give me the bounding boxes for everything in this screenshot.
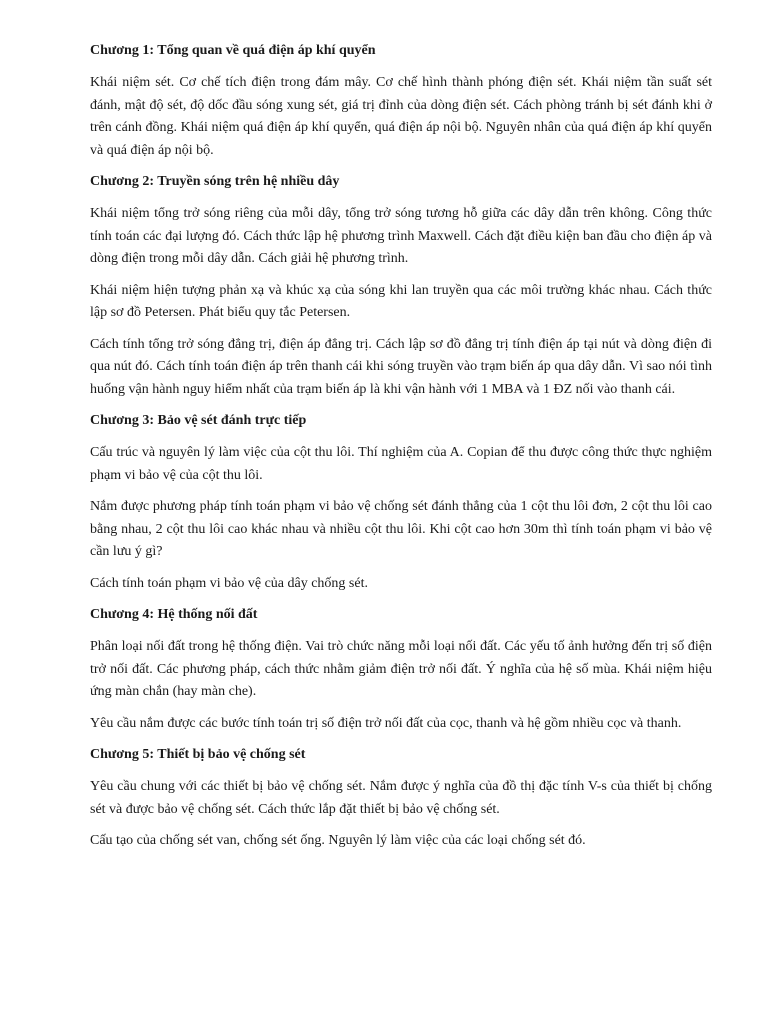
chapter-2-paragraph: Khái niệm hiện tượng phản xạ và khúc xạ của sóng khi lan truyền qua các môi trường khác nhau. Cách thức lập sơ đồ Petersen. Phát biểu quy tắc Petersen.: [90, 282, 712, 320]
chapter-3-paragraph: Cấu trúc và nguyên lý làm việc của cột thu lôi. Thí nghiệm của A. Copian để thu được công thức thực nghiệm phạm vi bảo vệ của cột thu lôi.: [90, 445, 712, 483]
chapter-3-paragraph: Nắm được phương pháp tính toán phạm vi bảo vệ chống sét đánh thẳng của 1 cột thu lôi đơn, 2 cột thu lôi cao bằng nhau, 2 cột thu lôi cao khác nhau và nhiều cột thu lôi. Khi cột cao hơn 30m thì tính toán phạm vi bảo vệ cần lưu ý gì?: [90, 499, 712, 559]
chapter-4-section: [90, 604, 712, 735]
chapter-4-paragraph: Phân loại nối đất trong hệ thống điện. Vai trò chức năng mỗi loại nối đất. Các yếu tố ảnh hưởng đến trị số điện trở nối đất. Các phương pháp, cách thức nhằm giảm điện trở nối đất. Ý nghĩa của hệ số mùa. Khái niệm hiệu ứng màn chắn (hay màn che).: [90, 639, 712, 699]
chapter-1-heading: Chương 1: Tổng quan về quá điện áp khí quyển: [90, 43, 376, 58]
chapter-1-paragraph: Khái niệm sét. Cơ chế tích điện trong đám mây. Cơ chế hình thành phóng điện sét. Khái niệm tần suất sét đánh, mật độ sét, độ dốc đầu sóng xung sét, giá trị đỉnh của dòng điện sét. Cách phòng tránh bị sét đánh khi ở trên cánh đồng. Khái niệm quá điện áp khí quyển, quá điện áp nội bộ. Nguyên nhân của quá điện áp khí quyển và quá điện áp nội bộ.: [90, 75, 712, 158]
chapter-2-section: [90, 171, 712, 401]
chapter-2-paragraph: Cách tính tổng trở sóng đẳng trị, điện áp đẳng trị. Cách lập sơ đồ đẳng trị tính điện áp tại nút và dòng điện đi qua nút đó. Cách tính toán điện áp trên thanh cái khi sóng truyền vào trạm biến áp qua dây dẫn. Vì sao nói tình huống vận hành nguy hiểm nhất của trạm biến áp là khi vận hành với 1 MBA và 1 ĐZ nối vào thanh cái.: [90, 336, 712, 397]
chapter-1-section: [90, 40, 712, 162]
chapter-5-heading: Chương 5: Thiết bị bảo vệ chống sét: [90, 747, 306, 762]
chapter-3-paragraph: Cách tính toán phạm vi bảo vệ của dây chống sét.: [90, 575, 368, 591]
chapter-3-section: [90, 410, 712, 595]
chapter-3-heading: Chương 3: Bảo vệ sét đánh trực tiếp: [90, 413, 307, 428]
chapter-2-paragraph: Khái niệm tổng trở sóng riêng của mỗi dây, tổng trở sóng tương hỗ giữa các dây dẫn trên không. Công thức tính toán các đại lượng đó. Cách thức lập hệ phương trình Maxwell. Cách đặt điều kiện ban đầu cho điện áp và dòng điện trong mỗi dây dẫn. Cách giải hệ phương trình.: [90, 206, 712, 266]
chapter-2-heading: Chương 2: Truyền sóng trên hệ nhiều dây: [90, 174, 340, 189]
chapter-4-paragraph: Yêu cầu nắm được các bước tính toán trị số điện trở nối đất của cọc, thanh và hệ gồm nhiều cọc và thanh.: [90, 715, 682, 731]
chapter-5-paragraph: Yêu cầu chung với các thiết bị bảo vệ chống sét. Nắm được ý nghĩa của đồ thị đặc tính V-s của thiết bị chống sét và được bảo vệ chống sét. Cách thức lắp đặt thiết bị bảo vệ chống sét.: [90, 779, 712, 817]
chapter-5-paragraph: Cấu tạo của chống sét van, chống sét ống. Nguyên lý làm việc của các loại chống sét đó.: [90, 833, 586, 848]
chapter-4-heading: Chương 4: Hệ thống nối đất: [90, 607, 258, 622]
chapter-5-section: [90, 744, 712, 853]
